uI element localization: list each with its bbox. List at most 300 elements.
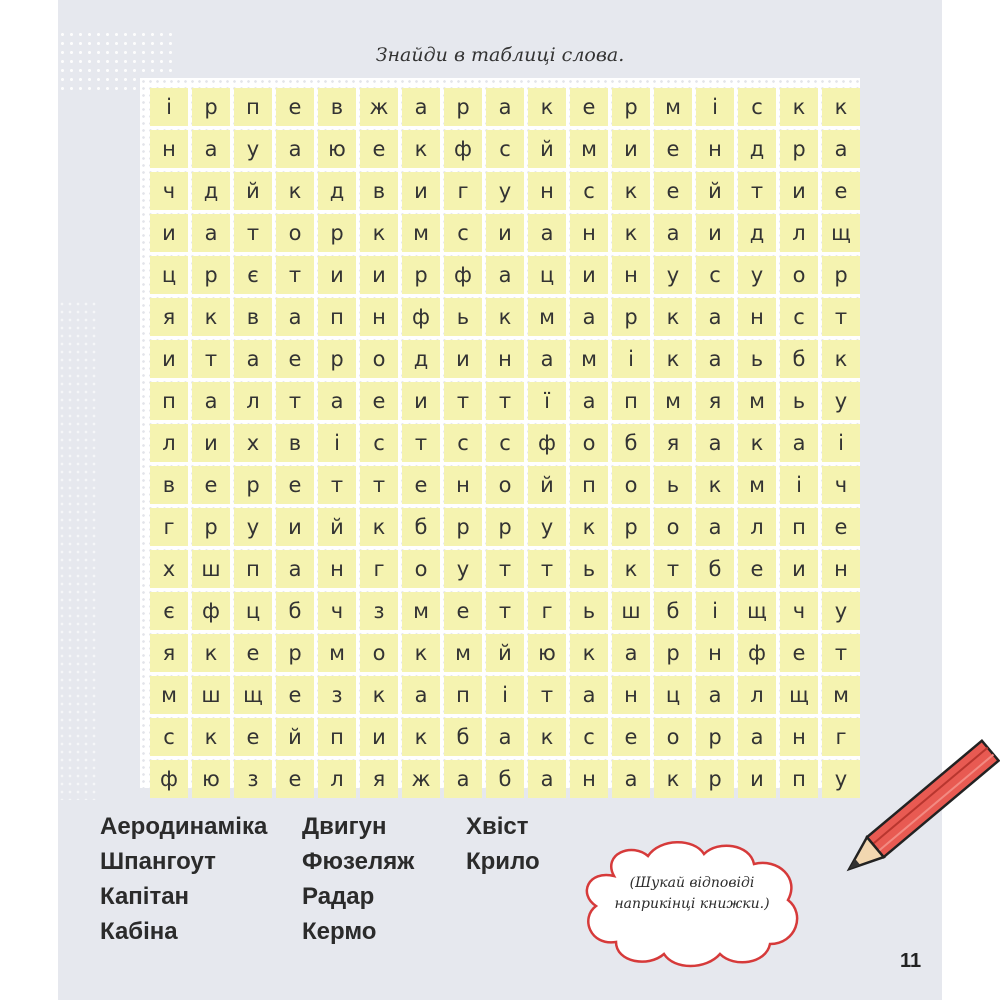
grid-cell[interactable]: и	[696, 214, 734, 252]
grid-cell[interactable]: и	[192, 424, 230, 462]
grid-cell[interactable]: к	[276, 172, 314, 210]
grid-cell[interactable]: а	[570, 298, 608, 336]
grid-cell[interactable]: с	[738, 88, 776, 126]
grid-cell[interactable]: у	[234, 130, 272, 168]
grid-cell[interactable]: е	[780, 634, 818, 672]
grid-cell[interactable]: а	[822, 130, 860, 168]
grid-cell[interactable]: і	[822, 424, 860, 462]
grid-cell[interactable]: и	[612, 130, 650, 168]
grid-cell[interactable]: р	[402, 256, 440, 294]
grid-cell[interactable]: т	[444, 382, 482, 420]
grid-cell[interactable]: у	[528, 508, 566, 546]
grid-cell[interactable]: у	[486, 172, 524, 210]
grid-cell[interactable]: б	[612, 424, 650, 462]
grid-cell[interactable]: и	[444, 340, 482, 378]
grid-cell[interactable]: ц	[528, 256, 566, 294]
grid-cell[interactable]: щ	[780, 676, 818, 714]
grid-cell[interactable]: в	[276, 424, 314, 462]
grid-cell[interactable]: ф	[444, 130, 482, 168]
grid-cell[interactable]: й	[696, 172, 734, 210]
grid-cell[interactable]: ф	[402, 298, 440, 336]
grid-cell[interactable]: р	[318, 214, 356, 252]
grid-cell[interactable]: р	[612, 88, 650, 126]
grid-cell[interactable]: р	[192, 256, 230, 294]
word-item: Двигун	[302, 813, 387, 840]
grid-cell[interactable]: б	[654, 592, 692, 630]
grid-cell[interactable]: н	[612, 256, 650, 294]
grid-cell[interactable]: л	[150, 424, 188, 462]
grid-cell[interactable]: ю	[192, 760, 230, 798]
grid-cell[interactable]: т	[822, 634, 860, 672]
grid-cell[interactable]: д	[738, 130, 776, 168]
dot-pattern-decoration	[58, 300, 98, 800]
grid-cell[interactable]: н	[612, 676, 650, 714]
grid-cell[interactable]: т	[486, 382, 524, 420]
grid-cell[interactable]: н	[822, 550, 860, 588]
grid-cell[interactable]: ч	[822, 466, 860, 504]
grid-cell[interactable]: м	[570, 130, 608, 168]
grid-cell[interactable]: х	[150, 550, 188, 588]
grid-cell[interactable]: п	[780, 508, 818, 546]
grid-cell[interactable]: а	[738, 718, 776, 756]
grid-cell[interactable]: с	[444, 214, 482, 252]
grid-cell[interactable]: т	[486, 592, 524, 630]
grid-cell[interactable]: к	[192, 634, 230, 672]
grid-cell[interactable]: о	[360, 340, 398, 378]
grid-cell[interactable]: ф	[444, 256, 482, 294]
grid-cell[interactable]: в	[360, 172, 398, 210]
grid-cell[interactable]: е	[402, 466, 440, 504]
grid-cell[interactable]: ю	[528, 634, 566, 672]
grid-cell[interactable]: о	[612, 466, 650, 504]
grid-cell[interactable]: н	[570, 760, 608, 798]
grid-cell[interactable]: д	[738, 214, 776, 252]
grid-cell[interactable]: р	[444, 508, 482, 546]
grid-cell[interactable]: л	[738, 676, 776, 714]
grid-cell[interactable]: р	[192, 88, 230, 126]
grid-cell[interactable]: н	[570, 214, 608, 252]
grid-cell[interactable]: д	[192, 172, 230, 210]
grid-cell[interactable]: х	[234, 424, 272, 462]
grid-cell[interactable]: т	[360, 466, 398, 504]
grid-cell[interactable]: и	[780, 172, 818, 210]
grid-cell[interactable]: к	[612, 214, 650, 252]
grid-cell[interactable]: р	[234, 466, 272, 504]
grid-cell[interactable]: а	[570, 676, 608, 714]
grid-cell[interactable]: ь	[780, 382, 818, 420]
hint-text	[596, 873, 788, 915]
grid-cell[interactable]: ї	[528, 382, 566, 420]
grid-cell[interactable]: д	[318, 172, 356, 210]
grid-cell[interactable]: м	[402, 592, 440, 630]
grid-cell[interactable]: а	[696, 340, 734, 378]
grid-cell[interactable]: м	[318, 634, 356, 672]
grid-cell[interactable]: р	[822, 256, 860, 294]
grid-cell[interactable]: к	[486, 298, 524, 336]
grid-cell[interactable]: т	[402, 424, 440, 462]
grid-cell[interactable]: п	[780, 760, 818, 798]
grid-cell[interactable]: а	[318, 382, 356, 420]
grid-cell[interactable]: е	[276, 88, 314, 126]
grid-cell[interactable]: в	[318, 88, 356, 126]
grid-cell[interactable]: м	[654, 88, 692, 126]
grid-cell[interactable]: и	[402, 172, 440, 210]
grid-cell[interactable]: п	[318, 298, 356, 336]
grid-cell[interactable]: с	[444, 424, 482, 462]
grid-cell[interactable]: а	[444, 760, 482, 798]
grid-cell[interactable]: с	[696, 256, 734, 294]
grid-cell[interactable]: м	[402, 214, 440, 252]
grid-cell[interactable]: т	[234, 214, 272, 252]
grid-cell[interactable]: с	[360, 424, 398, 462]
grid-cell[interactable]: б	[696, 550, 734, 588]
grid-cell[interactable]: п	[318, 718, 356, 756]
grid-cell[interactable]: і	[696, 592, 734, 630]
grid-cell[interactable]: к	[654, 340, 692, 378]
grid-cell[interactable]: р	[276, 634, 314, 672]
grid-cell[interactable]: т	[528, 550, 566, 588]
grid-cell[interactable]: р	[486, 508, 524, 546]
word-item: Фюзеляж	[302, 848, 415, 875]
grid-cell[interactable]: ь	[570, 550, 608, 588]
grid-cell[interactable]: е	[654, 172, 692, 210]
grid-cell[interactable]: і	[318, 424, 356, 462]
grid-cell[interactable]: а	[696, 676, 734, 714]
grid-cell[interactable]: н	[318, 550, 356, 588]
grid-cell[interactable]: ц	[654, 676, 692, 714]
grid-cell[interactable]: а	[276, 550, 314, 588]
grid-cell[interactable]: й	[528, 466, 566, 504]
grid-cell[interactable]: р	[654, 634, 692, 672]
grid-cell[interactable]: и	[360, 256, 398, 294]
grid-cell[interactable]: м	[738, 382, 776, 420]
grid-cell[interactable]: а	[528, 340, 566, 378]
grid-cell[interactable]: е	[444, 592, 482, 630]
grid-cell[interactable]: е	[276, 340, 314, 378]
grid-cell[interactable]: п	[234, 550, 272, 588]
grid-cell[interactable]: е	[738, 550, 776, 588]
grid-cell[interactable]: к	[360, 214, 398, 252]
grid-cell[interactable]: щ	[738, 592, 776, 630]
grid-cell[interactable]: ф	[192, 592, 230, 630]
grid-cell[interactable]: л	[780, 214, 818, 252]
grid-cell[interactable]: о	[654, 718, 692, 756]
grid-cell[interactable]: а	[276, 298, 314, 336]
grid-cell[interactable]: б	[486, 760, 524, 798]
grid-cell[interactable]: а	[528, 214, 566, 252]
grid-cell[interactable]: і	[780, 466, 818, 504]
grid-cell[interactable]: а	[696, 424, 734, 462]
grid-cell[interactable]: к	[192, 298, 230, 336]
grid-cell[interactable]: н	[444, 466, 482, 504]
grid-cell[interactable]: м	[528, 298, 566, 336]
grid-cell[interactable]: а	[402, 676, 440, 714]
grid-cell[interactable]: ш	[612, 592, 650, 630]
grid-cell[interactable]: е	[570, 88, 608, 126]
grid-cell[interactable]: к	[402, 130, 440, 168]
grid-cell[interactable]: ш	[192, 676, 230, 714]
grid-cell[interactable]: н	[528, 172, 566, 210]
grid-cell[interactable]: п	[444, 676, 482, 714]
grid-cell[interactable]: р	[444, 88, 482, 126]
grid-cell[interactable]: р	[612, 298, 650, 336]
grid-cell[interactable]: к	[528, 88, 566, 126]
grid-cell[interactable]: е	[360, 130, 398, 168]
grid-cell[interactable]: ч	[150, 172, 188, 210]
grid-cell[interactable]: о	[486, 466, 524, 504]
grid-cell[interactable]: і	[696, 88, 734, 126]
grid-cell[interactable]: й	[234, 172, 272, 210]
grid-cell[interactable]: а	[486, 256, 524, 294]
grid-cell[interactable]: с	[780, 298, 818, 336]
grid-cell[interactable]: а	[780, 424, 818, 462]
grid-cell[interactable]: ф	[528, 424, 566, 462]
grid-cell[interactable]: й	[318, 508, 356, 546]
grid-cell[interactable]: ф	[150, 760, 188, 798]
grid-cell[interactable]: б	[402, 508, 440, 546]
grid-cell[interactable]: е	[192, 466, 230, 504]
grid-cell[interactable]: а	[402, 88, 440, 126]
grid-cell[interactable]: а	[612, 634, 650, 672]
grid-cell[interactable]: а	[234, 340, 272, 378]
grid-cell[interactable]: м	[738, 466, 776, 504]
grid-cell[interactable]: к	[612, 550, 650, 588]
grid-cell[interactable]: о	[402, 550, 440, 588]
grid-cell[interactable]: л	[738, 508, 776, 546]
grid-cell[interactable]: р	[192, 508, 230, 546]
grid-cell[interactable]: ш	[192, 550, 230, 588]
grid-cell[interactable]: б	[780, 340, 818, 378]
grid-cell[interactable]: о	[570, 424, 608, 462]
grid-cell[interactable]: ц	[234, 592, 272, 630]
grid-cell[interactable]: т	[738, 172, 776, 210]
grid-cell[interactable]: а	[570, 382, 608, 420]
grid-cell[interactable]: я	[654, 424, 692, 462]
grid-cell[interactable]: е	[822, 172, 860, 210]
grid-cell[interactable]: ч	[318, 592, 356, 630]
grid-cell[interactable]: к	[822, 88, 860, 126]
grid-cell[interactable]: о	[780, 256, 818, 294]
grid-cell[interactable]: ф	[738, 634, 776, 672]
grid-cell[interactable]: а	[528, 760, 566, 798]
grid-cell[interactable]: м	[570, 340, 608, 378]
grid-cell[interactable]: к	[402, 718, 440, 756]
grid-cell[interactable]: р	[696, 718, 734, 756]
grid-cell[interactable]: а	[192, 382, 230, 420]
grid-cell[interactable]: и	[570, 256, 608, 294]
grid-cell[interactable]: о	[360, 634, 398, 672]
grid-cell[interactable]: а	[276, 130, 314, 168]
grid-cell[interactable]: а	[696, 298, 734, 336]
grid-cell[interactable]: ь	[654, 466, 692, 504]
grid-cell[interactable]: л	[234, 382, 272, 420]
word-list-column-2	[302, 812, 414, 946]
grid-cell[interactable]: т	[486, 550, 524, 588]
grid-cell[interactable]: є	[150, 592, 188, 630]
grid-cell[interactable]: н	[696, 634, 734, 672]
grid-cell[interactable]: е	[276, 466, 314, 504]
grid-cell[interactable]: к	[570, 634, 608, 672]
grid-cell[interactable]: н	[696, 130, 734, 168]
grid-cell[interactable]: к	[696, 466, 734, 504]
grid-cell[interactable]: и	[738, 760, 776, 798]
grid-cell[interactable]: к	[822, 340, 860, 378]
grid-cell[interactable]: е	[276, 676, 314, 714]
grid-cell[interactable]: и	[318, 256, 356, 294]
grid-cell[interactable]: а	[696, 508, 734, 546]
grid-cell[interactable]: к	[192, 718, 230, 756]
grid-cell[interactable]: р	[780, 130, 818, 168]
grid-cell[interactable]: м	[654, 382, 692, 420]
grid-cell[interactable]: и	[360, 718, 398, 756]
grid-cell[interactable]: н	[360, 298, 398, 336]
grid-cell[interactable]: щ	[822, 214, 860, 252]
grid-cell[interactable]: ь	[444, 298, 482, 336]
grid-cell[interactable]: п	[150, 382, 188, 420]
grid-cell[interactable]: і	[150, 88, 188, 126]
grid-cell[interactable]: о	[654, 508, 692, 546]
grid-cell[interactable]: г	[150, 508, 188, 546]
word-item: Хвіст	[466, 813, 529, 840]
grid-cell[interactable]: ц	[150, 256, 188, 294]
grid-cell[interactable]: к	[738, 424, 776, 462]
grid-cell[interactable]: і	[612, 340, 650, 378]
grid-cell[interactable]: ч	[780, 592, 818, 630]
grid-cell[interactable]: с	[570, 172, 608, 210]
grid-cell[interactable]: п	[234, 88, 272, 126]
pencil-icon	[820, 720, 1000, 900]
grid-cell[interactable]: к	[570, 508, 608, 546]
grid-cell[interactable]: щ	[234, 676, 272, 714]
grid-cell[interactable]: с	[570, 718, 608, 756]
grid-cell[interactable]: у	[654, 256, 692, 294]
grid-cell[interactable]: н	[486, 340, 524, 378]
grid-cell[interactable]: м	[150, 676, 188, 714]
grid-cell[interactable]: к	[402, 634, 440, 672]
grid-cell[interactable]: а	[486, 718, 524, 756]
grid-cell[interactable]: е	[234, 718, 272, 756]
grid-cell[interactable]: я	[360, 760, 398, 798]
grid-cell[interactable]: ь	[738, 340, 776, 378]
word-item: Капітан	[100, 883, 190, 910]
grid-cell[interactable]: л	[318, 760, 356, 798]
grid-cell[interactable]: а	[612, 760, 650, 798]
grid-cell[interactable]: т	[654, 550, 692, 588]
grid-cell[interactable]: с	[486, 424, 524, 462]
grid-cell[interactable]: ж	[402, 760, 440, 798]
grid-cell[interactable]: н	[780, 718, 818, 756]
grid-cell[interactable]: з	[234, 760, 272, 798]
grid-cell[interactable]: у	[822, 592, 860, 630]
grid-cell[interactable]: с	[150, 718, 188, 756]
grid-cell[interactable]: е	[360, 382, 398, 420]
word-item: Шпангоут	[100, 848, 216, 875]
grid-cell[interactable]: и	[402, 382, 440, 420]
grid-cell[interactable]: м	[822, 676, 860, 714]
grid-cell[interactable]: о	[276, 214, 314, 252]
grid-cell[interactable]: р	[318, 340, 356, 378]
grid-cell[interactable]: к	[528, 718, 566, 756]
grid-cell[interactable]: г	[822, 718, 860, 756]
grid-cell[interactable]: п	[612, 382, 650, 420]
grid-cell[interactable]: а	[486, 88, 524, 126]
grid-cell[interactable]: е	[822, 508, 860, 546]
grid-cell[interactable]: е	[234, 634, 272, 672]
grid-cell[interactable]: ж	[360, 88, 398, 126]
grid-cell[interactable]: т	[318, 466, 356, 504]
grid-cell[interactable]: є	[234, 256, 272, 294]
grid-cell[interactable]: т	[822, 298, 860, 336]
grid-cell[interactable]: к	[654, 298, 692, 336]
grid-cell[interactable]: ь	[570, 592, 608, 630]
grid-cell[interactable]: д	[402, 340, 440, 378]
grid-cell[interactable]: й	[486, 634, 524, 672]
grid-cell[interactable]: з	[318, 676, 356, 714]
grid-cell[interactable]: у	[738, 256, 776, 294]
grid-cell[interactable]: р	[612, 508, 650, 546]
grid-cell[interactable]: г	[528, 592, 566, 630]
grid-cell[interactable]: я	[150, 634, 188, 672]
grid-cell[interactable]: у	[234, 508, 272, 546]
grid-cell[interactable]: к	[780, 88, 818, 126]
grid-cell[interactable]: і	[486, 676, 524, 714]
grid-cell[interactable]: у	[822, 760, 860, 798]
grid-cell[interactable]: е	[276, 760, 314, 798]
grid-cell[interactable]: п	[570, 466, 608, 504]
grid-cell[interactable]: и	[150, 340, 188, 378]
grid-cell[interactable]: к	[612, 172, 650, 210]
page-number: 11	[900, 950, 922, 972]
grid-cell[interactable]: г	[444, 172, 482, 210]
grid-cell[interactable]: и	[486, 214, 524, 252]
grid-cell[interactable]: а	[192, 130, 230, 168]
grid-cell[interactable]: к	[360, 676, 398, 714]
grid-cell[interactable]: и	[150, 214, 188, 252]
grid-cell[interactable]: я	[150, 298, 188, 336]
grid-cell[interactable]: г	[360, 550, 398, 588]
grid-cell[interactable]: б	[276, 592, 314, 630]
grid-cell[interactable]: б	[444, 718, 482, 756]
grid-cell[interactable]: и	[276, 508, 314, 546]
grid-cell[interactable]: у	[444, 550, 482, 588]
grid-cell[interactable]: т	[528, 676, 566, 714]
grid-cell[interactable]: я	[696, 382, 734, 420]
grid-cell[interactable]: а	[192, 214, 230, 252]
grid-cell[interactable]: й	[276, 718, 314, 756]
grid-cell[interactable]: з	[360, 592, 398, 630]
grid-cell[interactable]: а	[654, 214, 692, 252]
word-search-grid	[150, 88, 860, 840]
grid-cell[interactable]: к	[654, 760, 692, 798]
grid-cell[interactable]: у	[822, 382, 860, 420]
grid-cell[interactable]: т	[276, 256, 314, 294]
grid-cell[interactable]: и	[780, 550, 818, 588]
grid-cell[interactable]: т	[276, 382, 314, 420]
grid-cell[interactable]: в	[150, 466, 188, 504]
grid-cell[interactable]: е	[654, 130, 692, 168]
grid-cell[interactable]: ю	[318, 130, 356, 168]
grid-cell[interactable]: с	[486, 130, 524, 168]
grid-cell[interactable]: м	[444, 634, 482, 672]
grid-cell[interactable]: е	[612, 718, 650, 756]
grid-cell[interactable]: й	[528, 130, 566, 168]
grid-cell[interactable]: т	[192, 340, 230, 378]
grid-cell[interactable]: в	[234, 298, 272, 336]
grid-cell[interactable]: н	[150, 130, 188, 168]
grid-cell[interactable]: н	[738, 298, 776, 336]
grid-cell[interactable]: к	[360, 508, 398, 546]
grid-cell[interactable]: р	[696, 760, 734, 798]
